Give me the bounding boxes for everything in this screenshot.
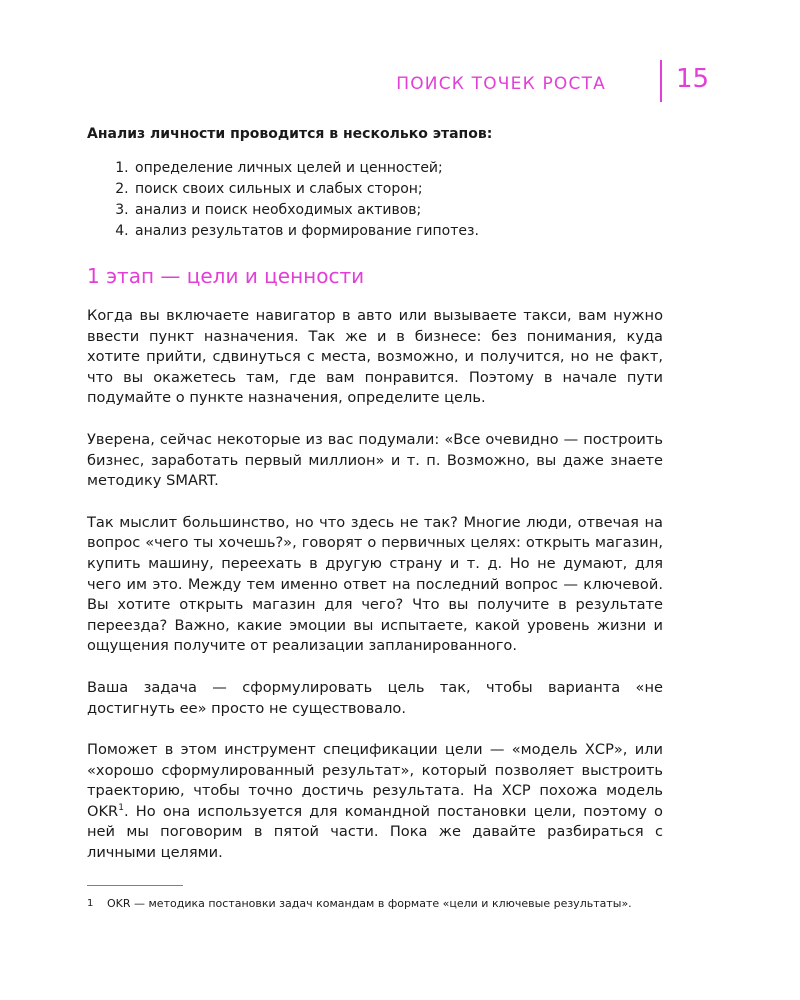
- section-heading: 1 этап — цели и ценности: [87, 264, 365, 288]
- list-item: 4. анализ результатов и формирование гипотез.: [133, 221, 663, 242]
- paragraph: Уверена, сейчас некоторые из вас подумали: «Все очевидно — построить бизнес, заработать первый миллион» и т. п. Возможно, вы даже знаете методику SMART.: [87, 430, 663, 490]
- page-body: [87, 124, 663, 912]
- footnote-text: OKR — методика постановки задач командам в формате «цели и ключевые результаты».: [107, 896, 632, 910]
- footnote-mark: 1: [87, 897, 94, 909]
- footnote-reference[interactable]: 1: [118, 803, 124, 814]
- list-item: 3. анализ и поиск необходимых активов;: [133, 200, 663, 221]
- intro-text: Анализ личности проводится в несколько этапов:: [87, 126, 493, 142]
- paragraph-text: Поможет в этом инструмент спецификации цели — «модель ХСР», или «хорошо сформулированный результат», который позволяет выстроить траекторию, чтобы точно достичь результата. На ХСР похожа модель OKR: [87, 741, 663, 820]
- paragraph: Когда вы включаете навигатор в авто или вызываете такси, вам нужно ввести пункт назначения. Так же и в бизнесе: без понимания, куда хотите прийти, сдвинуться с места, возможно, и получится, но не факт, что вы окажетесь там, где вам понравится. Поэтому в начале пути подумайте о пункте назначения, определите цель.: [87, 307, 663, 407]
- header-divider: [660, 60, 662, 102]
- paragraph: Ваша задача — сформулировать цель так, чтобы варианта «не достигнуть ее» просто не существовало.: [87, 678, 663, 717]
- paragraph-with-footnote-ref: [87, 740, 663, 864]
- paragraph-text: . Но она используется для командной постановки цели, поэтому о ней мы поговорим в пятой части. Пока же давайте разбираться с личными целями.: [87, 802, 663, 862]
- stages-list: [87, 158, 663, 242]
- footnote: [87, 896, 663, 912]
- paragraph: Так мыслит большинство, но что здесь не так? Многие люди, отвечая на вопрос «чего ты хочешь?», говорят о первичных целях: открыть магазин, купить машину, переехать в другую страну и т. д. Но не думают, для чего им это. Между тем именно ответ на последний вопрос — ключевой. Вы хотите открыть магазин для чего? Что вы получите в результате переезда? Важно, какие эмоции вы испытаете, какой уровень жизни и ощущения получите от реализации запланированного.: [87, 513, 663, 655]
- page-header: [0, 60, 800, 104]
- list-item: 1. определение личных целей и ценностей;: [133, 158, 663, 179]
- list-item: 2. поиск своих сильных и слабых сторон;: [133, 179, 663, 200]
- footnote-divider: [87, 885, 183, 886]
- running-title: ПОИСК ТОЧЕК РОСТА: [396, 74, 606, 94]
- page-number: 15: [676, 64, 710, 94]
